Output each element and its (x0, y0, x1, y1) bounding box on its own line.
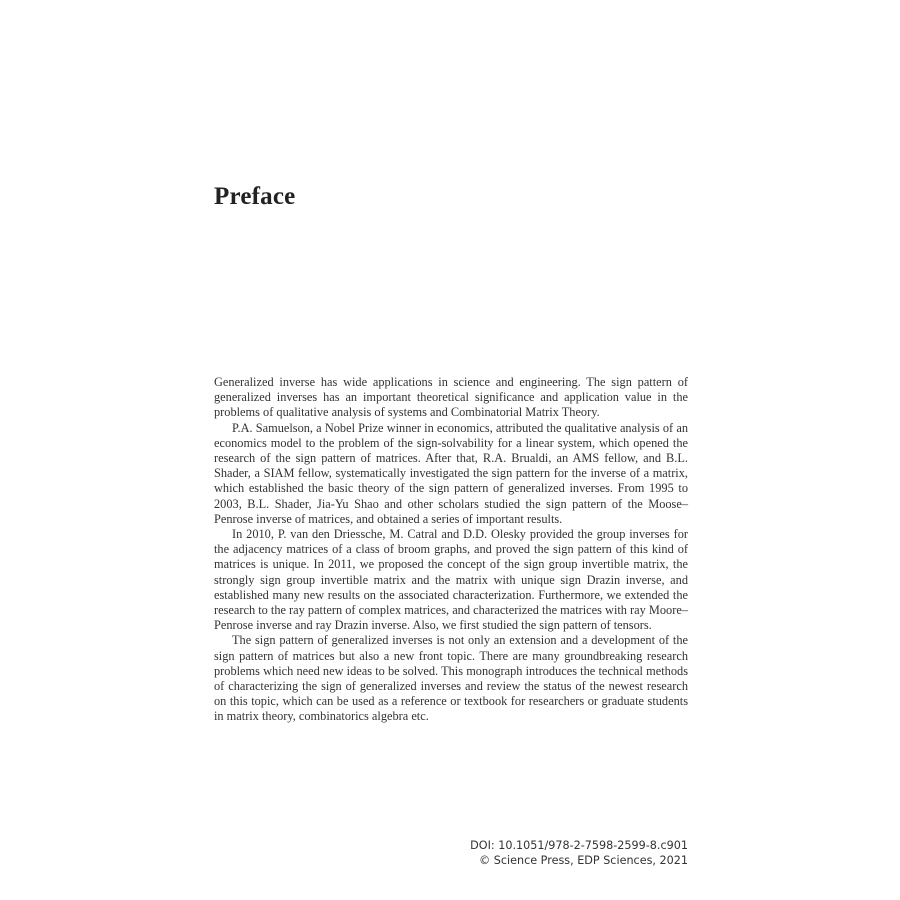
body-text (214, 375, 688, 725)
copyright-text: © Science Press, EDP Sciences, 2021 (479, 854, 688, 867)
page-title: Preface (214, 183, 296, 210)
doi-text: DOI: 10.1051/978-2-7598-2599-8.c901 (470, 839, 688, 852)
page-footer (470, 838, 688, 868)
paragraph: The sign pattern of generalized inverses is not only an extension and a development of the sign pattern of matrices but also a new front topic. There are many groundbreaking research problems which need new ideas to be solved. This monograph introduces the technical methods of characterizing the sign of generalized inverses and review the status of the newest research on this topic, which can be used as a reference or textbook for researchers or graduate students in matrix theory, combinatorics algebra etc. (214, 633, 688, 724)
paragraph: Generalized inverse has wide applications in science and engineering. The sign pattern of generalized inverses has an important theoretical significance and application value in the problems of qualitative analysis of systems and Combinatorial Matrix Theory. (214, 375, 688, 420)
paragraph: P.A. Samuelson, a Nobel Prize winner in economics, attributed the qualitative analysis of an economics model to the problem of the sign-solvability for a linear system, which opened the research of the sign pattern of matrices. After that, R.A. Brualdi, an AMS fellow, and B.L. Shader, a SIAM fellow, systematically investigated the sign pattern for the inverse of a matrix, which established the basic theory of the sign pattern of generalized inverses. From 1995 to 2003, B.L. Shader, Jia-Yu Shao and other scholars studied the sign pattern of the Moose–Penrose inverse of matrices, and obtained a series of important results. (214, 420, 688, 526)
paragraph: In 2010, P. van den Driessche, M. Catral and D.D. Olesky provided the group inverses for the adjacency matrices of a class of broom graphs, and proved the sign pattern of this kind of matrices is unique. In 2011, we proposed the concept of the sign group invertible matrix, the strongly sign group invertible matrix and the matrix with unique sign Drazin inverse, and established many new results on the associated characterization. Furthermore, we extended the research to the ray pattern of complex matrices, and characterized the matrices with ray Moore–Penrose inverse and ray Drazin inverse. Also, we first studied the sign pattern of tensors. (214, 527, 688, 633)
